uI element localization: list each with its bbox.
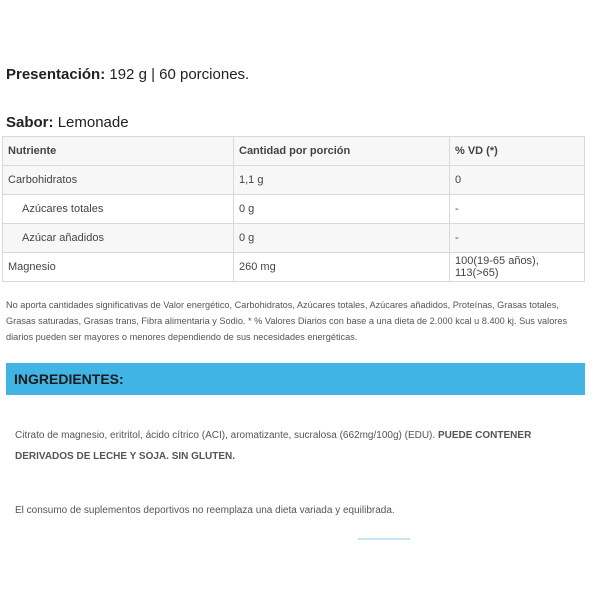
table-row (3, 166, 585, 195)
amount-cell: 1,1 g (234, 166, 450, 195)
table-row (3, 224, 585, 253)
amount-cell: 260 mg (234, 253, 450, 282)
allergen-warning: PUEDE CONTENER DERIVADOS DE LECHE Y SOJA. SIN GLUTEN. (15, 430, 532, 462)
nutrition-table (2, 136, 585, 282)
vd-cell: 100(19-65 años), 113(>65) (450, 253, 585, 282)
ingredients-header-bar (6, 363, 585, 395)
header-amount: Cantidad por porción (234, 137, 450, 166)
table-header-row (3, 137, 585, 166)
nutrient-cell: Azúcares totales (3, 195, 234, 224)
header-nutrient: Nutriente (3, 137, 234, 166)
nutrient-cell: Azúcar añadidos (3, 224, 234, 253)
nutrient-cell: Magnesio (3, 253, 234, 282)
vd-cell: 0 (450, 166, 585, 195)
nutrient-cell: Carbohidratos (3, 166, 234, 195)
amount-cell: 0 g (234, 224, 450, 253)
ingredients-text (15, 425, 585, 467)
vd-cell: - (450, 224, 585, 253)
amount-cell: 0 g (234, 195, 450, 224)
table-row (3, 253, 585, 282)
vd-cell: - (450, 195, 585, 224)
table-row (3, 195, 585, 224)
presentation-value: 192 g | 60 porciones. (109, 66, 250, 83)
presentation-label: Presentación: (6, 66, 106, 83)
nutrition-footnote: No aporta cantidades significativas de Valor energético, Carbohidratos, Azúcares totales, Azúcares añadidos, Proteínas, Grasas totales, Grasas saturadas, Grasas trans, Fibra alimentaria y Sodio. * % Valores Diarios con base a una dieta de 2.000 kcal u 8.400 kj. Sus valores diarios pueden ser mayores o menores dependiendo de sus necesidades energéticas. (6, 300, 568, 342)
decorative-line (358, 538, 410, 540)
presentation-line (6, 66, 249, 83)
flavor-line (6, 114, 129, 131)
ingredients-title: INGREDIENTES: (14, 371, 124, 387)
flavor-value: Lemonade (57, 114, 129, 131)
ingredients-list: Citrato de magnesio, eritritol, ácido cítrico (ACI), aromatizante, sucralosa (662mg/100g) (EDU). (15, 430, 436, 441)
header-vd: % VD (*) (450, 137, 585, 166)
flavor-label: Sabor: (6, 114, 54, 131)
disclaimer: El consumo de suplementos deportivos no reemplaza una dieta variada y equilibrada. (15, 505, 395, 516)
